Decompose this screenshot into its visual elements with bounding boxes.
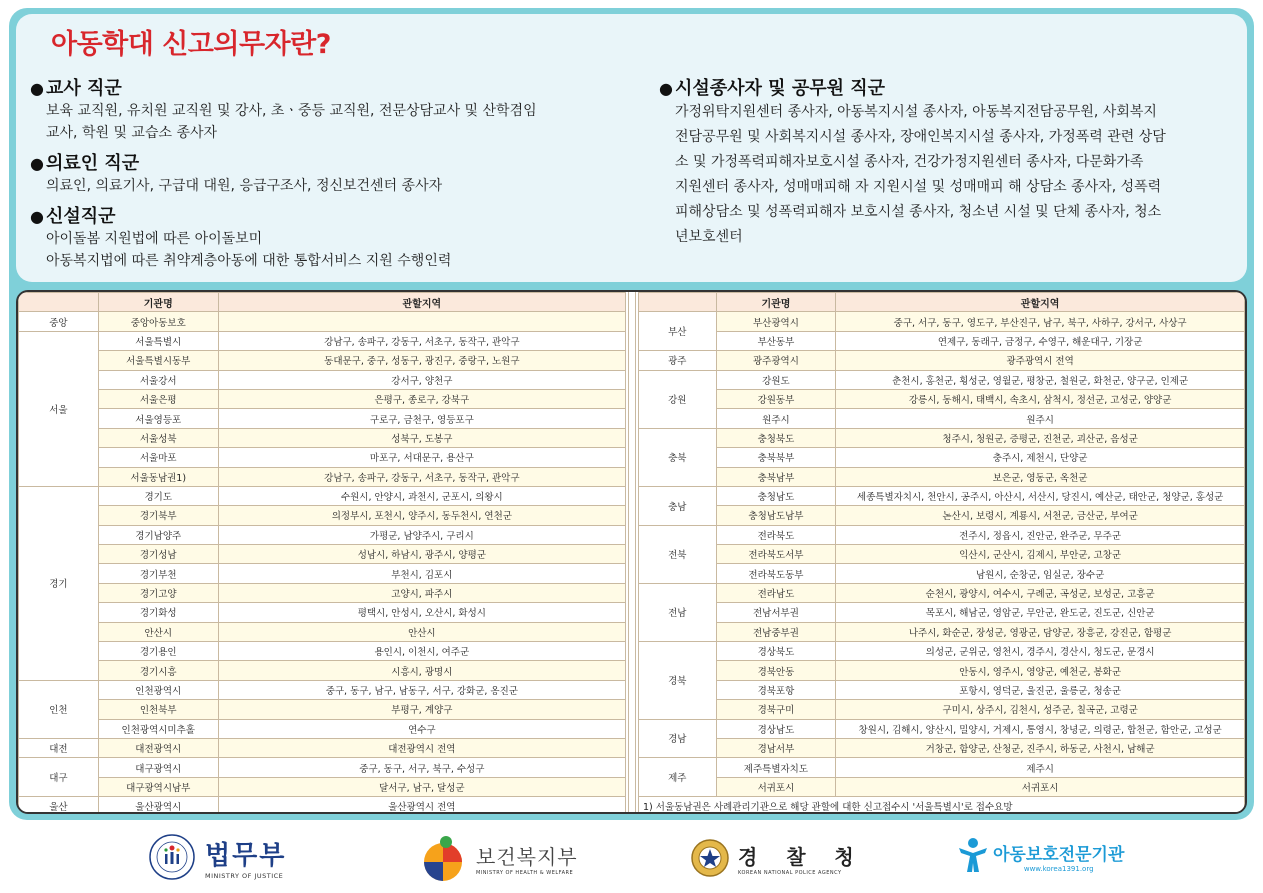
- table-row: [19, 428, 626, 447]
- agency-name-cell: 서울은평: [98, 389, 218, 408]
- region-cell: 제주: [639, 758, 717, 797]
- region-cell: 대구: [19, 758, 99, 797]
- police-logo: [690, 838, 856, 878]
- section-heading: 교사 직군: [45, 78, 122, 99]
- table-row: [19, 642, 626, 661]
- agency-name-cell: 서울특별시: [98, 331, 218, 350]
- agency-name-cell: 대전광역시: [98, 738, 218, 757]
- agency-name-cell: 서귀포시: [716, 777, 836, 796]
- police-logo-sub: KOREAN NATIONAL POLICE AGENCY: [738, 869, 842, 876]
- table-row: [639, 486, 1245, 505]
- agency-name-cell: 제주특별자치도: [716, 758, 836, 777]
- justice-emblem-icon: [145, 832, 199, 882]
- jurisdiction-cell: 목포시, 해남군, 영암군, 무안군, 완도군, 진도군, 신안군: [836, 603, 1245, 622]
- region-cell: 서울: [19, 331, 99, 486]
- table-row: [19, 777, 626, 796]
- table-row: [639, 719, 1245, 738]
- jurisdiction-cell: 거창군, 함양군, 산청군, 진주시, 하동군, 사천시, 남해군: [836, 738, 1245, 757]
- logo-bar: [0, 828, 1263, 888]
- table-row: [639, 351, 1245, 370]
- jurisdiction-cell: 포항시, 영덕군, 울진군, 울릉군, 청송군: [836, 680, 1245, 699]
- section-new: [30, 206, 630, 272]
- table-row: [19, 370, 626, 389]
- bullet-icon: ●: [30, 207, 44, 226]
- jurisdiction-cell: 강남구, 송파구, 강동구, 서초구, 동작구, 관악구: [218, 467, 625, 486]
- table-header-area: 관할지역: [836, 293, 1245, 312]
- table-row: [19, 680, 626, 699]
- jurisdiction-cell: 안산시: [218, 622, 625, 641]
- health-logo-text: 보건복지부: [476, 844, 578, 869]
- left-column: [30, 78, 630, 281]
- region-cell: 울산: [19, 797, 99, 814]
- bullet-icon: ●: [30, 79, 44, 98]
- table-row: [19, 467, 626, 486]
- region-cell: 경기: [19, 486, 99, 680]
- agency-name-cell: 경남서부: [716, 738, 836, 757]
- table-row: [639, 525, 1245, 544]
- page-title: 아동학대 신고의무자란?: [51, 29, 331, 60]
- jurisdiction-cell: 성남시, 하남시, 광주시, 양평군: [218, 545, 625, 564]
- table-row: [19, 409, 626, 428]
- jurisdiction-cell: 중구, 서구, 동구, 영도구, 부산진구, 남구, 북구, 사하구, 강서구, 사상구: [836, 312, 1245, 331]
- table-row: [639, 389, 1245, 408]
- agency-name-cell: 경기시흥: [98, 661, 218, 680]
- region-cell: 대전: [19, 738, 99, 757]
- table-row: [19, 738, 626, 757]
- jurisdiction-cell: 용인시, 이천시, 여주군: [218, 642, 625, 661]
- jurisdiction-cell: 의성군, 군위군, 영천시, 경주시, 경산시, 청도군, 문경시: [836, 642, 1245, 661]
- agency-name-cell: 인천광역시: [98, 680, 218, 699]
- region-cell: 광주: [639, 351, 717, 370]
- jurisdiction-cell: 울산광역시 전역: [218, 797, 625, 814]
- table-row: [639, 642, 1245, 661]
- section-text: 보육 교직원, 유치원 교직원 및 강사, 초ㆍ중등 교직원, 전문상담교사 및 산학겸임 교사, 학원 및 교습소 종사자: [46, 103, 537, 141]
- jurisdiction-cell: 중구, 동구, 서구, 북구, 수성구: [218, 758, 625, 777]
- table-row: [639, 506, 1245, 525]
- agency-name-cell: 울산광역시: [98, 797, 218, 814]
- agency-name-cell: 전라북도서부: [716, 545, 836, 564]
- jurisdiction-cell: 세종특별자치시, 천안시, 공주시, 아산시, 서산시, 당진시, 예산군, 태안군, 청양군, 홍성군: [836, 486, 1245, 505]
- jurisdiction-cell: 논산시, 보령시, 계룡시, 서천군, 금산군, 부여군: [836, 506, 1245, 525]
- agency-name-cell: 충북북부: [716, 448, 836, 467]
- agency-name-cell: 전라북도동부: [716, 564, 836, 583]
- jurisdiction-cell: 마포구, 서대문구, 용산구: [218, 448, 625, 467]
- agency-name-cell: 인천광역시미추홀: [98, 719, 218, 738]
- jurisdiction-cell: 수원시, 안양시, 과천시, 군포시, 의왕시: [218, 486, 625, 505]
- jurisdiction-cell: 남원시, 순창군, 임실군, 장수군: [836, 564, 1245, 583]
- jurisdiction-cell: 평택시, 안성시, 오산시, 화성시: [218, 603, 625, 622]
- agency-name-cell: 원주시: [716, 409, 836, 428]
- region-cell: 충남: [639, 486, 717, 525]
- table-row: [639, 331, 1245, 350]
- table-row: [639, 370, 1245, 389]
- section-heading: 신설직군: [45, 206, 116, 227]
- table-row: [19, 661, 626, 680]
- section-facility: [659, 78, 1239, 250]
- jurisdiction-cell: 광주광역시 전역: [836, 351, 1245, 370]
- region-cell: 충북: [639, 428, 717, 486]
- agency-name-cell: 광주광역시: [716, 351, 836, 370]
- agency-name-cell: 서울마포: [98, 448, 218, 467]
- footnote: 1) 서울동남권은 사례관리기관으로 해당 관할에 대한 신고접수시 '서울특별시'로 접수요망: [639, 797, 1245, 814]
- agency-name-cell: 강원동부: [716, 389, 836, 408]
- table-row: [19, 525, 626, 544]
- justice-logo-text: 법무부: [205, 840, 287, 871]
- table-row: [639, 738, 1245, 757]
- agency-name-cell: 전남중부권: [716, 622, 836, 641]
- agency-name-cell: 경상북도: [716, 642, 836, 661]
- agency-name-cell: 부산광역시: [716, 312, 836, 331]
- jurisdiction-cell: 시흥시, 광명시: [218, 661, 625, 680]
- jurisdiction-cell: 전주시, 정읍시, 진안군, 완주군, 무주군: [836, 525, 1245, 544]
- bullet-icon: ●: [659, 79, 673, 98]
- agency-name-cell: 경북안동: [716, 661, 836, 680]
- jurisdiction-cell: 고양시, 파주시: [218, 583, 625, 602]
- table-row: [639, 700, 1245, 719]
- table-row: [19, 758, 626, 777]
- health-emblem-icon: [418, 832, 468, 884]
- table-divider: [628, 292, 636, 812]
- jurisdiction-cell: 부천시, 김포시: [218, 564, 625, 583]
- table-row: [639, 564, 1245, 583]
- jurisdiction-cell: 보은군, 영동군, 옥천군: [836, 467, 1245, 486]
- jurisdiction-cell: 대전광역시 전역: [218, 738, 625, 757]
- police-logo-text: 경 찰 청: [738, 844, 856, 869]
- jurisdiction-cell: 성북구, 도봉구: [218, 428, 625, 447]
- jurisdiction-cell: 안동시, 영주시, 영양군, 예천군, 봉화군: [836, 661, 1245, 680]
- jurisdiction-cell: 익산시, 군산시, 김제시, 부안군, 고창군: [836, 545, 1245, 564]
- table-row: [19, 389, 626, 408]
- table-row: [639, 545, 1245, 564]
- table-header-name: 기관명: [98, 293, 218, 312]
- table-row: [639, 758, 1245, 777]
- jurisdiction-cell: 구미시, 상주시, 김천시, 성주군, 칠곡군, 고령군: [836, 700, 1245, 719]
- jurisdiction-cell: 동대문구, 중구, 성동구, 광진구, 중랑구, 노원구: [218, 351, 625, 370]
- table-row: [639, 661, 1245, 680]
- right-agency-table: [638, 292, 1245, 814]
- jurisdiction-cell: 부평구, 계양구: [218, 700, 625, 719]
- table-row: [19, 622, 626, 641]
- region-cell: 중앙: [19, 312, 99, 331]
- agency-name-cell: 경기화성: [98, 603, 218, 622]
- jurisdiction-cell: 은평구, 종로구, 강북구: [218, 389, 625, 408]
- table-row: [19, 583, 626, 602]
- table-row: [19, 545, 626, 564]
- table-row: [19, 564, 626, 583]
- region-cell: 전남: [639, 583, 717, 641]
- info-panel: [16, 14, 1247, 282]
- region-cell: 경남: [639, 719, 717, 758]
- agency-name-cell: 서울특별시동부: [98, 351, 218, 370]
- region-cell: 강원: [639, 370, 717, 428]
- region-cell: 전북: [639, 525, 717, 583]
- agency-name-cell: 경기도: [98, 486, 218, 505]
- agency-name-cell: 충청남도: [716, 486, 836, 505]
- agency-name-cell: 서울성북: [98, 428, 218, 447]
- jurisdiction-cell: 충주시, 제천시, 단양군: [836, 448, 1245, 467]
- table-row: [639, 467, 1245, 486]
- agency-name-cell: 경북포항: [716, 680, 836, 699]
- table-row: [19, 603, 626, 622]
- jurisdiction-cell: 구로구, 금천구, 영등포구: [218, 409, 625, 428]
- jurisdiction-cell: 청주시, 청원군, 증평군, 진천군, 괴산군, 음성군: [836, 428, 1245, 447]
- table-row: [19, 351, 626, 370]
- agency-name-cell: 인천북부: [98, 700, 218, 719]
- table-row: [639, 312, 1245, 331]
- agency-name-cell: 강원도: [716, 370, 836, 389]
- agency-name-cell: 전남서부권: [716, 603, 836, 622]
- agency-name-cell: 서울동남권1): [98, 467, 218, 486]
- table-row: [639, 680, 1245, 699]
- table-row: [639, 777, 1245, 796]
- table-header-name: 기관명: [716, 293, 836, 312]
- section-medical: [30, 153, 630, 197]
- health-logo-sub: MINISTRY OF HEALTH & WELFARE: [476, 869, 574, 876]
- agency-name-cell: 경기성남: [98, 545, 218, 564]
- agency-name-cell: 서울영등포: [98, 409, 218, 428]
- table-row: [639, 603, 1245, 622]
- section-teacher: [30, 78, 630, 144]
- left-agency-table: [18, 292, 626, 814]
- jurisdiction-cell: 연제구, 동래구, 금정구, 수영구, 해운대구, 기장군: [836, 331, 1245, 350]
- agency-name-cell: 경기부천: [98, 564, 218, 583]
- table-row: [19, 486, 626, 505]
- jurisdiction-cell: 순천시, 광양시, 여수시, 구례군, 곡성군, 보성군, 고흥군: [836, 583, 1245, 602]
- agency-name-cell: 경북구미: [716, 700, 836, 719]
- jurisdiction-cell: 제주시: [836, 758, 1245, 777]
- right-column: [659, 78, 1239, 259]
- child-logo-text: 아동보호전문기관: [993, 844, 1125, 865]
- agency-name-cell: 대구광역시: [98, 758, 218, 777]
- section-text: 아이돌봄 지원법에 따른 아이돌보미 아동복지법에 따른 취약계층아동에 대한 통합서비스 지원 수행인력: [46, 231, 452, 269]
- region-cell: 경북: [639, 642, 717, 720]
- jurisdiction-cell: 중구, 동구, 남구, 남동구, 서구, 강화군, 옹진군: [218, 680, 625, 699]
- agency-name-cell: 부산동부: [716, 331, 836, 350]
- agency-table-panel: [16, 290, 1247, 814]
- region-cell: 인천: [19, 680, 99, 738]
- agency-name-cell: 충청남도남부: [716, 506, 836, 525]
- agency-name-cell: 충청북도: [716, 428, 836, 447]
- table-row: [19, 700, 626, 719]
- agency-name-cell: 충북남부: [716, 467, 836, 486]
- jurisdiction-cell: 나주시, 화순군, 장성군, 영광군, 담양군, 장흥군, 강진군, 함평군: [836, 622, 1245, 641]
- bullet-icon: ●: [30, 154, 44, 173]
- jurisdiction-cell: 춘천시, 홍천군, 횡성군, 영월군, 평창군, 철원군, 화천군, 양구군, 인제군: [836, 370, 1245, 389]
- agency-name-cell: 중앙아동보호: [98, 312, 218, 331]
- agency-name-cell: 전라남도: [716, 583, 836, 602]
- child-protection-logo: [955, 836, 1124, 876]
- police-emblem-icon: [690, 838, 730, 878]
- section-text: 의료인, 의료기사, 구급대 대원, 응급구조사, 정신보건센터 종사자: [46, 178, 443, 194]
- jurisdiction-cell: 강남구, 송파구, 강동구, 서초구, 동작구, 관악구: [218, 331, 625, 350]
- table-row: [639, 622, 1245, 641]
- jurisdiction-cell: [218, 312, 625, 331]
- agency-name-cell: 전라북도: [716, 525, 836, 544]
- section-text: 가정위탁지원센터 종사자, 아동복지시설 종사자, 아동복지전담공무원, 사회복지 전담공무원 및 사회복지시설 종사자, 장애인복지시설 종사자, 가정폭력 관련 상담 소 및 가정폭력피해자보호시설 종사자, 건강가정지원센터 종사자, 다문화가족 지원센터 종사자, 성매매피해 자 지원시설 및 성매매피 해 상담소 종사자, 성폭력 피해상담소 및 성폭력피해자 보호시설 종사자, 청소년 시설 및 단체 종사자, 청소 년보호센터: [675, 104, 1166, 245]
- table-row: [19, 331, 626, 350]
- table-header-region: [639, 293, 717, 312]
- health-logo: [418, 832, 578, 884]
- jurisdiction-cell: 창원시, 김해시, 양산시, 밀양시, 거제시, 통영시, 창녕군, 의령군, 합천군, 함안군, 고성군: [836, 719, 1245, 738]
- jurisdiction-cell: 가평군, 남양주시, 구리시: [218, 525, 625, 544]
- table-header-region: [19, 293, 99, 312]
- region-cell: 부산: [639, 312, 717, 351]
- jurisdiction-cell: 서귀포시: [836, 777, 1245, 796]
- agency-name-cell: 서울강서: [98, 370, 218, 389]
- section-heading: 의료인 직군: [45, 153, 140, 174]
- table-header-area: 관할지역: [218, 293, 625, 312]
- agency-name-cell: 경기남양주: [98, 525, 218, 544]
- child-figure-icon: [955, 836, 991, 876]
- table-row: [19, 448, 626, 467]
- table-row: [639, 583, 1245, 602]
- agency-name-cell: 경기고양: [98, 583, 218, 602]
- jurisdiction-cell: 연수구: [218, 719, 625, 738]
- table-row: [639, 448, 1245, 467]
- table-row: [639, 409, 1245, 428]
- agency-name-cell: 안산시: [98, 622, 218, 641]
- child-logo-url: www.korea1391.org: [1023, 864, 1094, 873]
- jurisdiction-cell: 달서구, 남구, 달성군: [218, 777, 625, 796]
- table-row: [639, 428, 1245, 447]
- jurisdiction-cell: 원주시: [836, 409, 1245, 428]
- jurisdiction-cell: 강서구, 양천구: [218, 370, 625, 389]
- justice-logo: [145, 832, 286, 882]
- table-row: [19, 312, 626, 331]
- table-row: [19, 719, 626, 738]
- agency-name-cell: 경기북부: [98, 506, 218, 525]
- agency-name-cell: 경상남도: [716, 719, 836, 738]
- table-row: [19, 506, 626, 525]
- jurisdiction-cell: 강릉시, 동해시, 태백시, 속초시, 삼척시, 정선군, 고성군, 양양군: [836, 389, 1245, 408]
- agency-name-cell: 대구광역시남부: [98, 777, 218, 796]
- justice-logo-sub: MINISTRY OF JUSTICE: [205, 871, 284, 880]
- table-row: [19, 797, 626, 814]
- jurisdiction-cell: 의정부시, 포천시, 양주시, 동두천시, 연천군: [218, 506, 625, 525]
- section-heading: 시설종사자 및 공무원 직군: [674, 78, 886, 99]
- agency-name-cell: 경기용인: [98, 642, 218, 661]
